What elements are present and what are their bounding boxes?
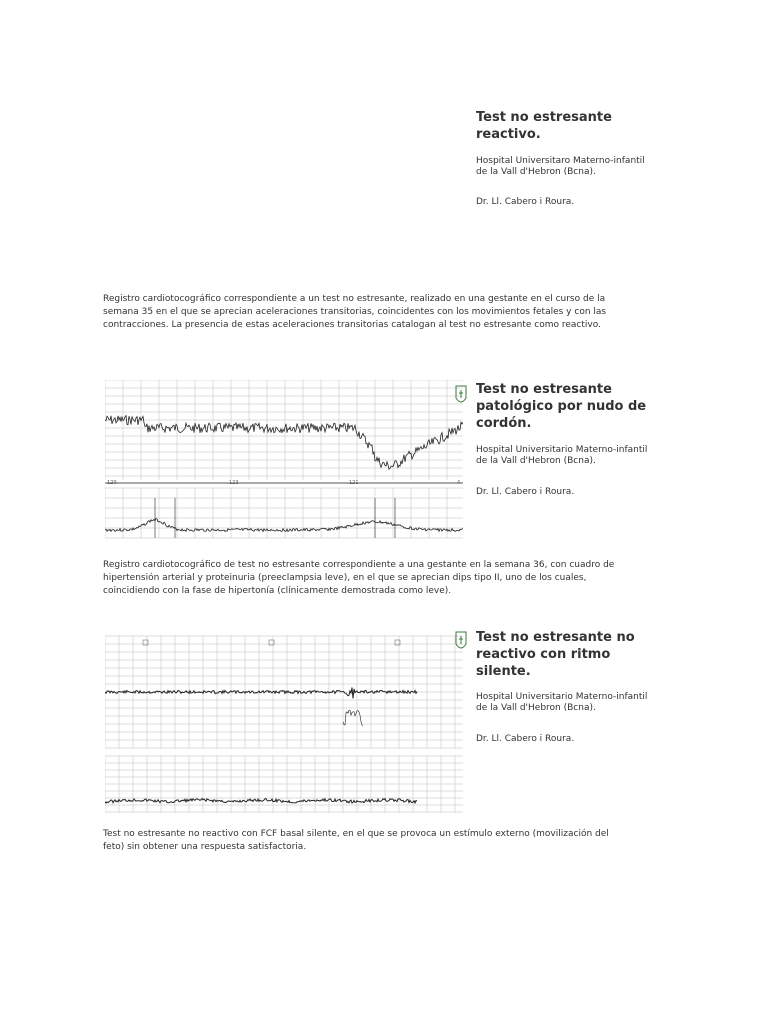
ctg-tracing-svg (105, 380, 463, 540)
section2-hospital-line1: Hospital Universitario Materno-infantil (476, 445, 648, 455)
section3-hospital-line1: Hospital Universitario Materno-infantil (476, 692, 648, 702)
section1-description-line3: contracciones. La presencia de estas aceleraciones transitorias catalogan al test no estresante como reactivo. (103, 320, 601, 330)
uterine-grid (105, 756, 463, 812)
uterine-trace (105, 519, 463, 532)
tick-label: 121 (349, 480, 359, 486)
section2-hospital-line2: de la Vall d'Hebron (Bcna). (476, 456, 596, 466)
fhr-trace (105, 416, 463, 470)
section1-description-line1: Registro cardiotocográfico correspondiente a un test no estresante, realizado en una gestante en el curso de la (103, 294, 606, 304)
section3-title-line1: Test no estresante no (476, 630, 635, 645)
hospital-crest-icon (455, 630, 467, 654)
section2-description-line1: Registro cardiotocográfico de test no estresante correspondiente a una gestante en la semana 36, con cuadro de (103, 560, 615, 570)
tick-label: 120 (107, 480, 117, 486)
tick-label: 123 (229, 480, 239, 486)
section2-description-line3: coincidiendo con la fase de hipertonía (clínicamente demostrada como leve). (103, 586, 452, 596)
uterine-trace (105, 799, 417, 804)
section1-doctor: Dr. Ll. Cabero i Roura. (476, 197, 575, 207)
fhr-trace (105, 688, 417, 699)
section2-title-line1: Test no estresante (476, 382, 612, 397)
section2-description-line2: hipertensión arterial y proteinuria (preeclampsia leve), en el que se aprecian dips tipo II, uno de los cuales, (103, 573, 587, 583)
section2-title-line2: patológico por nudo de (476, 399, 647, 414)
ctg-tracing-svg (105, 626, 463, 814)
section3-hospital-line2: de la Vall d'Hebron (Bcna). (476, 703, 596, 713)
ctg-tracing-pathological (105, 380, 463, 540)
section3-title-line2: reactivo con ritmo (476, 647, 611, 662)
hospital-crest-icon (455, 384, 467, 408)
section2-title-line3: cordón. (476, 416, 532, 431)
section1-hospital-line2: de la Vall d'Hebron (Bcna). (476, 167, 596, 177)
section3-description-line2: feto) sin obtener una respuesta satisfactoria. (103, 842, 307, 852)
section1-description-line2: semana 35 en el que se aprecian aceleraciones transitorias, coincidentes con los movimientos fetales y con las (103, 307, 607, 317)
section1-title-line1: Test no estresante (476, 110, 612, 125)
section1-title-line2: reactivo. (476, 127, 541, 142)
section3-title-line3: silente. (476, 664, 531, 679)
section3-description-line1: Test no estresante no reactivo con FCF basal silente, en el que se provoca un estímulo externo (movilización del (103, 829, 609, 839)
section3-doctor: Dr. Ll. Cabero i Roura. (476, 734, 575, 744)
stimulus-trace (343, 710, 363, 726)
ctg-tracing-nonreactive (105, 626, 463, 814)
section1-hospital-line1: Hospital Universitaro Materno-infantil (476, 156, 645, 166)
tick-label: 4 (457, 480, 461, 486)
section2-doctor: Dr. Ll. Cabero i Roura. (476, 487, 575, 497)
